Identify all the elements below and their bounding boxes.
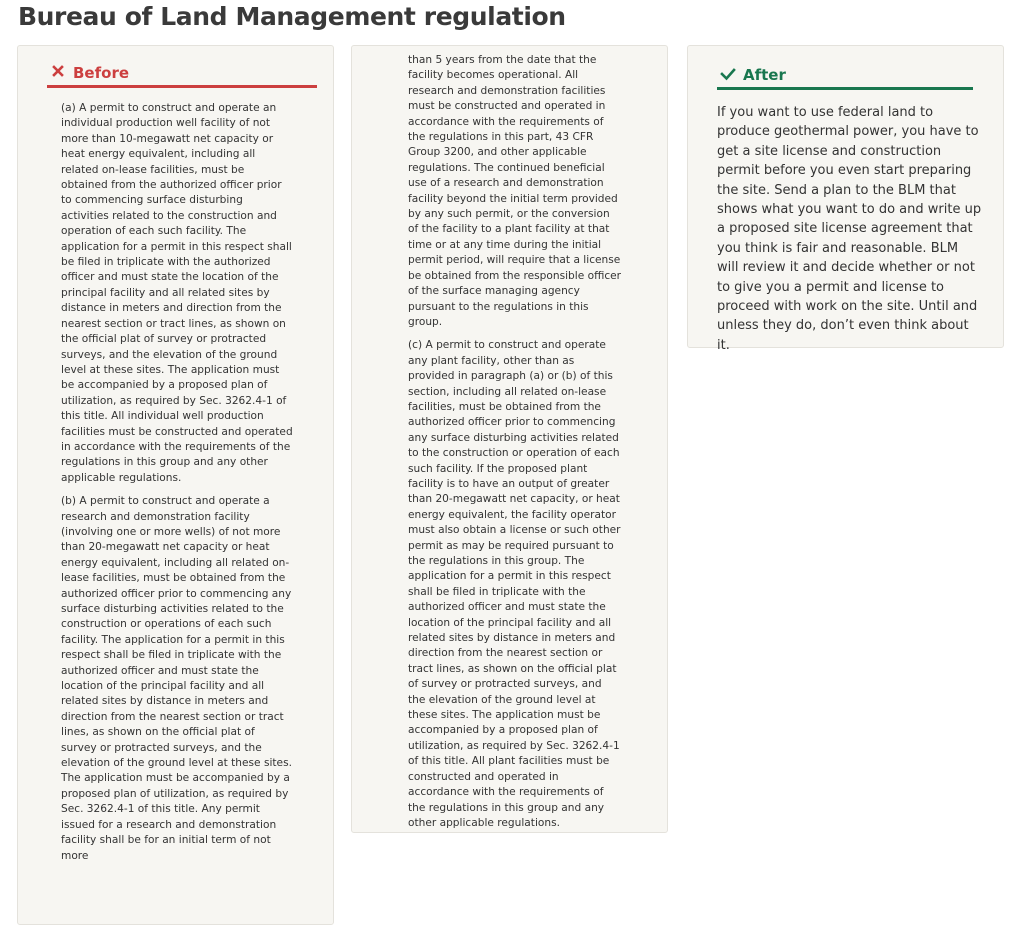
before-header [47, 60, 317, 88]
regulation-paragraph-c: (c) A permit to construct and operate any plant facility, other than as provided in paragraph (a) or (b) of this section, including all related on-lease facilities, must be obtained from the authorized officer prior to commencing any surface disturbing activities related to the construction or operation of each such facility. If the proposed plant facility is to have an output of greater than 20-megawatt net capacity, or heat energy equivalent, the facility operator must also obtain a license or such other permit as may be required pursuant to the regulations in this group. The application for a permit in this respect shall be filed in triplicate with the authorized officer and must state the location of the principal facility and all related sites by distance in meters and direction from the nearest section or tract lines, as shown on the official plat of survey or protracted surveys, and the elevation of the ground level at these sites. The application must be accompanied by a proposed plan of utilization, as required by Sec. 3262.4-1 of this title. All plant facilities must be constructed and operated in accordance with the requirements of the regulations in this group and any other applicable regulations. [408, 339, 621, 829]
x-icon [49, 64, 73, 82]
before-continued-card [351, 45, 668, 833]
after-header [717, 62, 973, 90]
regulation-paragraph-a: (a) A permit to construct and operate an individual production well facility of not more than 10-megawatt net capacity or heat energy equivalent, including all related on-lease facilities, must be obtained from the authorized officer prior to commencing surface disturbing activities related to the construction and operation of each such facility. The application for a permit in this respect shall be filed in triplicate with the authorized officer and must state the location of the principal facility and all related sites by distance in meters and direction from the nearest section or tract lines, as shown on the official plat of survey or protracted surveys, and the elevation of the ground level at these sites. The application must be accompanied by a proposed plan of utilization, as required by Sec. 3262.4-1 of this title. All individual well production facilities must be constructed and operated in accordance with the requirements of the regulations in this group and any other applicable regulations. [61, 102, 293, 484]
regulation-paragraph-b: (b) A permit to construct and operate a research and demonstration facility (involving one or more wells) of not more than 20-megawatt net capacity or heat energy equivalent, including all related on-lease facilities, must be obtained from the authorized officer prior to commencing any surface disturbing activities related to the construction or operations of each such facility. The application for a permit in this respect shall be filed in triplicate with the authorized officer and must state the location of the principal facility and all related sites by distance in meters and direction from the nearest section or tract lines, as shown on the official plat of survey or protracted surveys, and the elevation of the ground level at these sites. The application must be accompanied by a proposed plan of utilization, as required by Sec. 3262.4-1 of this title. Any permit issued for a research and demonstration facility shall be for an initial term of not more [61, 495, 292, 862]
after-label: After [743, 65, 786, 84]
regulation-paragraph-b-continued: than 5 years from the date that the facility becomes operational. All research and demonstration facilities must be constructed and operated in accordance with the requirements of the regulations in this part, 43 CFR Group 3200, and other applicable regulations. The continued beneficial use of a research and demonstration facility beyond the initial term provided by any such permit, or the conversion of the facility to a plant facility at that time or at any time during the initial permit period, will require that a license be obtained from the responsible officer of the surface managing agency pursuant to the regulations in this group. [408, 54, 622, 328]
page-title: Bureau of Land Management regulation [18, 2, 566, 31]
plain-language-text: If you want to use federal land to produce geothermal power, you have to get a site license and construction permit before you even start preparing the site. Send a plan to the BLM that shows what you want to do and write up a proposed site license agreement that you think is fair and reasonable. BLM will review it and decide whether or not to give you a permit and license to proceed with work on the site. Until and unless they do, don’t even think about it. [717, 105, 982, 353]
after-card [687, 45, 1004, 353]
checkmark-icon [719, 66, 743, 84]
before-label: Before [73, 63, 130, 82]
before-regulation-text [61, 101, 293, 872]
before-card [17, 45, 334, 925]
before-regulation-text-continued [408, 53, 622, 839]
